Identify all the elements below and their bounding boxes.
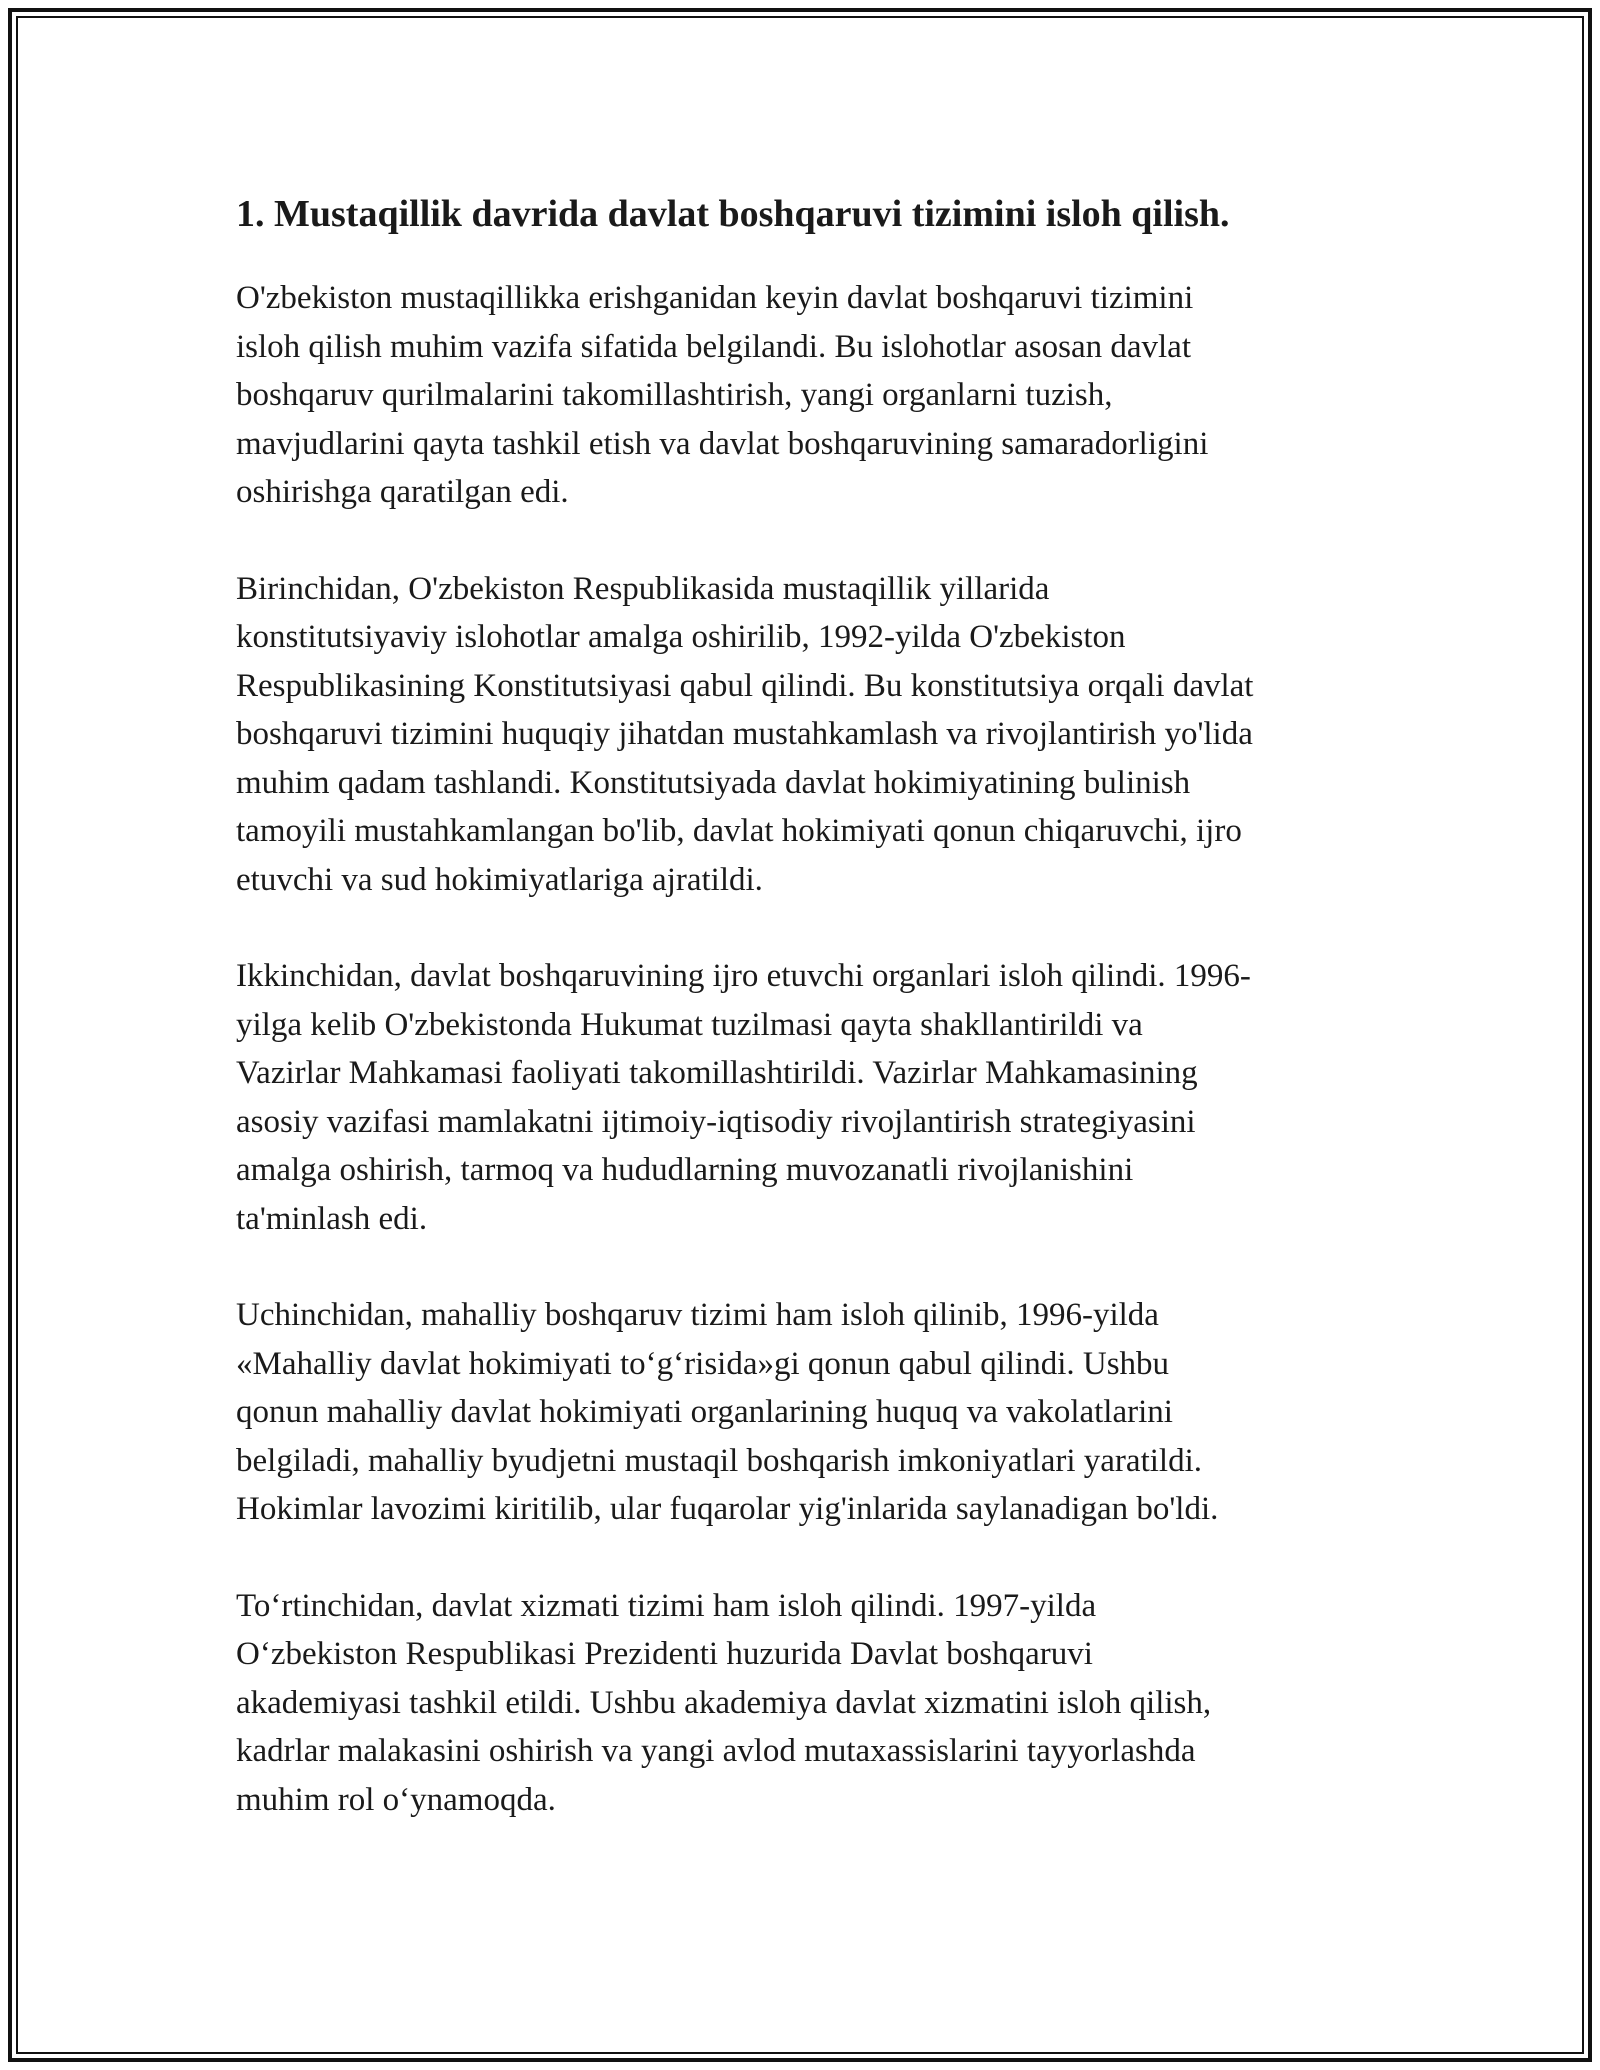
text-line: akademiyasi tashkil etildi. Ushbu akademiya davlat xizmatini isloh qilish, xyxy=(236,1684,1212,1721)
text-line: isloh qilish muhim vazifa sifatida belgilandi. Bu islohotlar asosan davlat xyxy=(236,328,1192,365)
text-line: oshirishga qaratilgan edi. xyxy=(236,474,569,510)
text-line: muhim rol o‘ynamoqda. xyxy=(236,1781,556,1818)
text-line: kadrlar malakasini oshirish va yangi avlod mutaxassislarini tayyorlashda xyxy=(236,1733,1196,1769)
text-line: Birinchidan, O'zbekiston Respublikasida mustaqillik yillarida xyxy=(236,570,1050,607)
text-line: O'zbekiston mustaqillikka erishganidan keyin davlat boshqaruvi tizimini xyxy=(236,280,1194,316)
text-line: mavjudlarini qayta tashkil etish va davlat boshqaruvining samaradorligini xyxy=(236,425,1209,462)
text-line: asosiy vazifasi mamlakatni ijtimoiy-iqtisodiy rivojlantirish strategiyasini xyxy=(236,1103,1196,1140)
text-line: To‘rtinchidan, davlat xizmati tizimi ham isloh qilindi. 1997-yilda xyxy=(236,1587,1097,1624)
text-line: Ikkinchidan, davlat boshqaruvining ijro etuvchi organlari isloh qilindi. 1996- xyxy=(236,958,1251,994)
text-line: etuvchi va sud hokimiyatlariga ajratildi. xyxy=(236,861,763,898)
paragraph-intro xyxy=(236,274,1376,517)
text-line: qonun mahalliy davlat hokimiyati organlarining huquq va vakolatlarini xyxy=(236,1394,1173,1430)
text-line: Respublikasining Konstitutsiyasi qabul qilindi. Bu konstitutsiya orqali davlat xyxy=(236,667,1254,704)
text-line: boshqaruv qurilmalarini takomillashtirish, yangi organlarni tuzish, xyxy=(236,377,1113,413)
text-line: boshqaruvi tizimini huquqiy jihatdan mustahkamlash va rivojlantirish yo'lida xyxy=(236,716,1253,752)
section-heading: 1. Mustaqillik davrida davlat boshqaruvi tizimini isloh qilish. xyxy=(236,193,1230,235)
text-line: belgiladi, mahalliy byudjetni mustaqil boshqarish imkoniyatlari yaratildi. xyxy=(236,1442,1202,1479)
text-line: Vazirlar Mahkamasi faoliyati takomillashtirildi. Vazirlar Mahkamasining xyxy=(236,1055,1198,1091)
paragraph-second xyxy=(236,952,1376,1243)
paragraph-third xyxy=(236,1291,1376,1534)
document-body xyxy=(236,188,1376,1872)
text-line: muhim qadam tashlandi. Konstitutsiyada davlat hokimiyatining bulinish xyxy=(236,764,1191,801)
text-line: konstitutsiyaviy islohotlar amalga oshirilib, 1992-yilda O'zbekiston xyxy=(236,619,1126,655)
paragraph-first xyxy=(236,565,1376,905)
paragraph-fourth xyxy=(236,1582,1376,1825)
text-line: Hokimlar lavozimi kiritilib, ular fuqarolar yig'inlarida saylanadigan bo'ldi. xyxy=(236,1491,1219,1527)
text-line: yilga kelib O'zbekistonda Hukumat tuzilmasi qayta shakllantirildi va xyxy=(236,1006,1143,1043)
text-line: Uchinchidan, mahalliy boshqaruv tizimi ham isloh qilinib, 1996-yilda xyxy=(236,1297,1159,1333)
text-line: tamoyili mustahkamlangan bo'lib, davlat hokimiyati qonun chiqaruvchi, ijro xyxy=(236,813,1242,849)
text-line: «Mahalliy davlat hokimiyati to‘g‘risida»gi qonun qabul qilindi. Ushbu xyxy=(236,1345,1170,1382)
text-line: amalga oshirish, tarmoq va hududlarning muvozanatli rivojlanishini xyxy=(236,1152,1134,1188)
text-line: ta'minlash edi. xyxy=(236,1200,428,1237)
text-line: O‘zbekiston Respublikasi Prezidenti huzurida Davlat boshqaruvi xyxy=(236,1636,1093,1672)
